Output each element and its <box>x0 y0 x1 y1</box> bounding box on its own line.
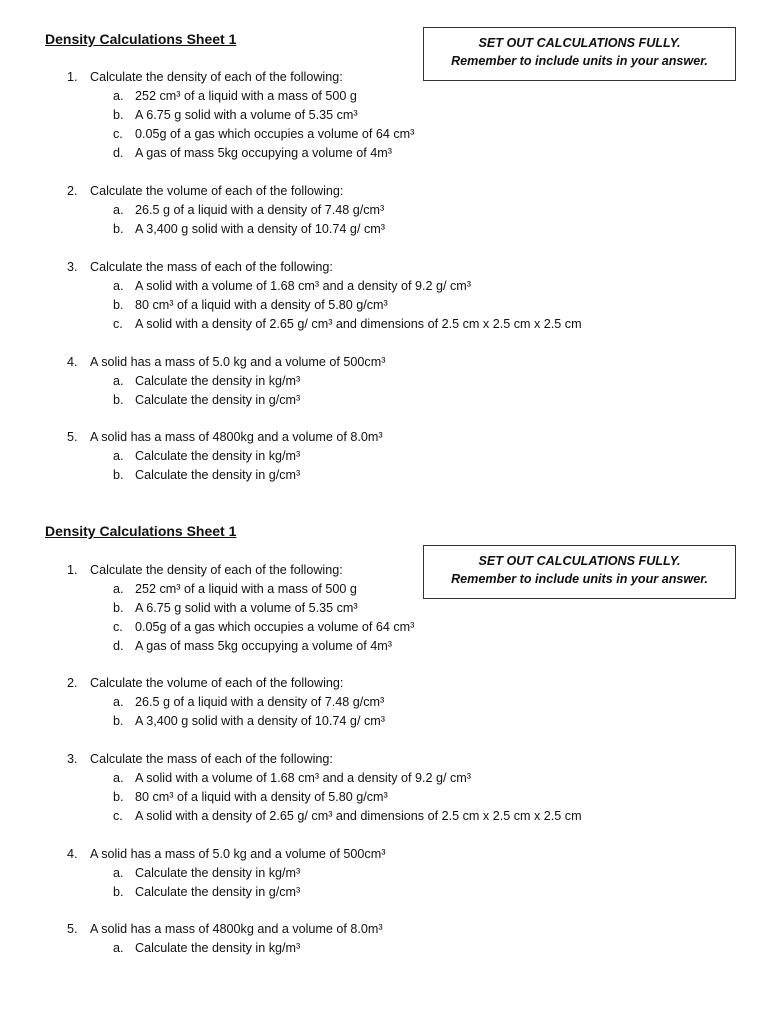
part-label: b. <box>113 714 124 728</box>
part-text: Calculate the density in g/cm³ <box>135 393 301 407</box>
part-label: c. <box>113 317 123 331</box>
part-label: a. <box>113 203 124 217</box>
page-title: Density Calculations Sheet 1 <box>45 523 237 539</box>
part-text: A 3,400 g solid with a density of 10.74 g/ cm³ <box>135 714 385 728</box>
part-text: A gas of mass 5kg occupying a volume of 4m³ <box>135 639 392 653</box>
part-label: b. <box>113 298 124 312</box>
part-label: a. <box>113 449 124 463</box>
part-text: Calculate the density in kg/m³ <box>135 866 301 880</box>
part-text: Calculate the density in g/cm³ <box>135 468 301 482</box>
instructions-box <box>423 27 736 81</box>
part-text: 252 cm³ of a liquid with a mass of 500 g <box>135 582 357 596</box>
part-label: a. <box>113 771 124 785</box>
part-label: b. <box>113 468 124 482</box>
part-label: a. <box>113 866 124 880</box>
part-text: A solid with a volume of 1.68 cm³ and a density of 9.2 g/ cm³ <box>135 771 471 785</box>
part-text: A solid with a density of 2.65 g/ cm³ and dimensions of 2.5 cm x 2.5 cm x 2.5 cm <box>135 317 582 331</box>
part-label: d. <box>113 639 124 653</box>
part-label: a. <box>113 695 124 709</box>
question-text: Calculate the mass of each of the following: <box>90 260 333 274</box>
part-label: a. <box>113 89 124 103</box>
part-label: c. <box>113 809 123 823</box>
part-label: b. <box>113 601 124 615</box>
part-label: a. <box>113 279 124 293</box>
question-number: 1. <box>67 70 78 84</box>
part-text: A 6.75 g solid with a volume of 5.35 cm³ <box>135 108 358 122</box>
question-text: A solid has a mass of 4800kg and a volume of 8.0m³ <box>90 430 383 444</box>
question-number: 4. <box>67 355 78 369</box>
part-label: b. <box>113 222 124 236</box>
question-text: A solid has a mass of 5.0 kg and a volume of 500cm³ <box>90 355 386 369</box>
part-label: b. <box>113 885 124 899</box>
part-text: Calculate the density in kg/m³ <box>135 374 301 388</box>
question-text: Calculate the volume of each of the following: <box>90 184 344 198</box>
part-label: c. <box>113 127 123 141</box>
part-label: d. <box>113 146 124 160</box>
part-label: b. <box>113 108 124 122</box>
question-text: A solid has a mass of 4800kg and a volume of 8.0m³ <box>90 922 383 936</box>
instructions-line-2: Remember to include units in your answer. <box>451 572 708 586</box>
question-number: 1. <box>67 563 78 577</box>
question-text: Calculate the density of each of the following: <box>90 70 343 84</box>
part-text: A 6.75 g solid with a volume of 5.35 cm³ <box>135 601 358 615</box>
question-number: 3. <box>67 260 78 274</box>
question-number: 2. <box>67 184 78 198</box>
question-number: 3. <box>67 752 78 766</box>
question-number: 2. <box>67 676 78 690</box>
part-text: A solid with a density of 2.65 g/ cm³ and dimensions of 2.5 cm x 2.5 cm x 2.5 cm <box>135 809 582 823</box>
part-label: a. <box>113 374 124 388</box>
page-title: Density Calculations Sheet 1 <box>45 31 237 47</box>
part-text: A 3,400 g solid with a density of 10.74 g/ cm³ <box>135 222 385 236</box>
instructions-line-1: SET OUT CALCULATIONS FULLY. <box>478 36 681 50</box>
part-text: 0.05g of a gas which occupies a volume of 64 cm³ <box>135 620 415 634</box>
part-text: 80 cm³ of a liquid with a density of 5.80 g/cm³ <box>135 790 388 804</box>
question-number: 5. <box>67 430 78 444</box>
part-text: 80 cm³ of a liquid with a density of 5.80 g/cm³ <box>135 298 388 312</box>
part-label: c. <box>113 620 123 634</box>
part-text: A solid with a volume of 1.68 cm³ and a density of 9.2 g/ cm³ <box>135 279 471 293</box>
part-text: 0.05g of a gas which occupies a volume of 64 cm³ <box>135 127 415 141</box>
part-text: Calculate the density in kg/m³ <box>135 449 301 463</box>
part-text: A gas of mass 5kg occupying a volume of 4m³ <box>135 146 392 160</box>
part-text: Calculate the density in kg/m³ <box>135 941 301 955</box>
instructions-box <box>423 545 736 599</box>
part-text: 26.5 g of a liquid with a density of 7.48 g/cm³ <box>135 695 385 709</box>
instructions-line-1: SET OUT CALCULATIONS FULLY. <box>478 554 681 568</box>
part-text: Calculate the density in g/cm³ <box>135 885 301 899</box>
part-label: a. <box>113 941 124 955</box>
question-text: Calculate the density of each of the following: <box>90 563 343 577</box>
instructions-line-2: Remember to include units in your answer. <box>451 54 708 68</box>
part-text: 252 cm³ of a liquid with a mass of 500 g <box>135 89 357 103</box>
question-text: Calculate the mass of each of the following: <box>90 752 333 766</box>
part-label: b. <box>113 790 124 804</box>
part-text: 26.5 g of a liquid with a density of 7.48 g/cm³ <box>135 203 385 217</box>
question-number: 4. <box>67 847 78 861</box>
part-label: a. <box>113 582 124 596</box>
question-text: Calculate the volume of each of the following: <box>90 676 344 690</box>
part-label: b. <box>113 393 124 407</box>
question-text: A solid has a mass of 5.0 kg and a volume of 500cm³ <box>90 847 386 861</box>
question-number: 5. <box>67 922 78 936</box>
